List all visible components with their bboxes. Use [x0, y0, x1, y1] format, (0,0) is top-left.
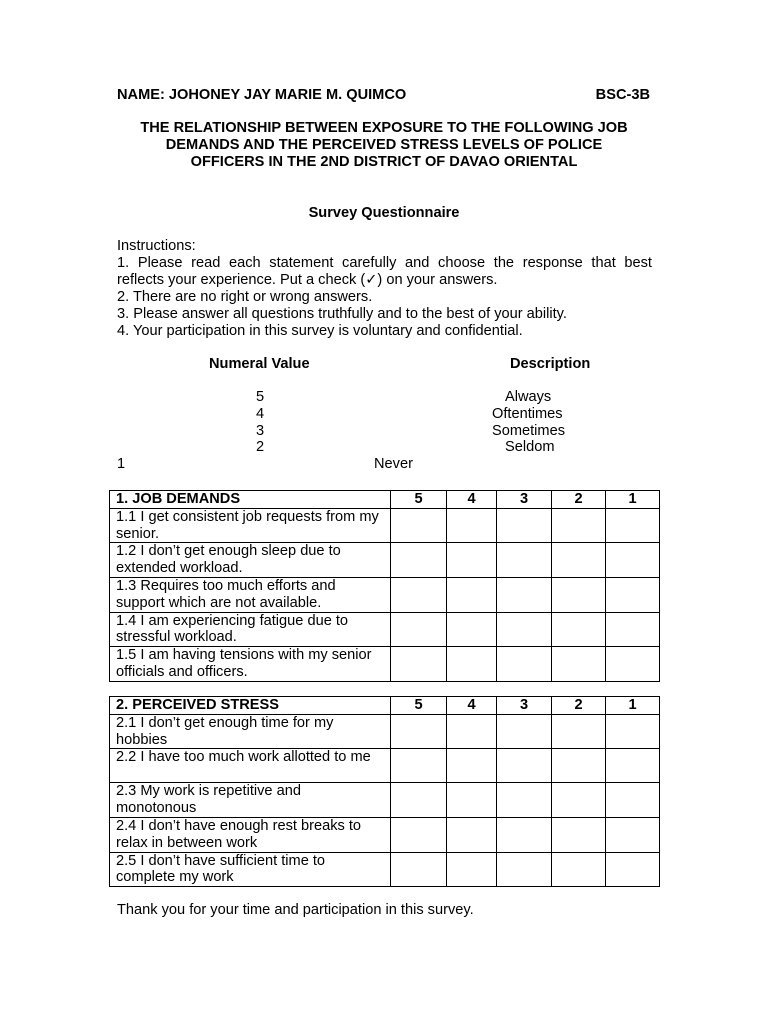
statement: 2.1 I don’t get enough time for my hobbies: [110, 714, 391, 749]
rating-cell-2[interactable]: [552, 577, 606, 612]
rating-header-1: 1: [606, 491, 660, 509]
scale-value: 2: [256, 439, 265, 455]
table-header-row: [110, 491, 660, 509]
scale-value: 5: [256, 389, 265, 405]
scale-value-header: Numeral Value: [209, 356, 310, 372]
rating-cell-2[interactable]: [552, 612, 606, 647]
respondent-name: NAME: JOHONEY JAY MARIE M. QUIMCO: [117, 87, 407, 103]
rating-cell-3[interactable]: [497, 577, 552, 612]
survey-subtitle: Survey Questionnaire: [308, 205, 460, 221]
statement: 1.3 Requires too much efforts and support which are not available.: [110, 577, 391, 612]
rating-header-1: 1: [606, 697, 660, 715]
rating-cell-2[interactable]: [552, 714, 606, 749]
statement: 1.1 I get consistent job requests from my senior.: [110, 508, 391, 543]
scale-description: Never: [374, 456, 413, 472]
instructions: [117, 238, 652, 340]
rating-cell-4[interactable]: [447, 647, 497, 682]
rating-cell-1[interactable]: [606, 612, 660, 647]
scale-value: 3: [256, 423, 265, 439]
instruction-1: 1. Please read each statement carefully and choose the response that best reflects your experience. Put a check (✓) on your answers.: [117, 255, 652, 288]
table-row: [110, 577, 660, 612]
rating-header-2: 2: [552, 697, 606, 715]
rating-header-4: 4: [447, 697, 497, 715]
rating-cell-1[interactable]: [606, 647, 660, 682]
rating-header-5: 5: [391, 697, 447, 715]
rating-cell-3[interactable]: [497, 783, 552, 818]
rating-cell-3[interactable]: [497, 817, 552, 852]
study-title: [100, 120, 668, 171]
rating-cell-5[interactable]: [391, 543, 447, 578]
thank-you-note: Thank you for your time and participation in this survey.: [117, 902, 474, 918]
rating-cell-1[interactable]: [606, 714, 660, 749]
rating-cell-5[interactable]: [391, 852, 447, 887]
rating-cell-5[interactable]: [391, 508, 447, 543]
scale-description: Oftentimes: [492, 406, 563, 422]
rating-cell-2[interactable]: [552, 543, 606, 578]
job-demands-heading: 1. JOB DEMANDS: [110, 491, 391, 509]
statement: 2.2 I have too much work allotted to me: [110, 749, 391, 783]
rating-cell-4[interactable]: [447, 852, 497, 887]
rating-cell-1[interactable]: [606, 577, 660, 612]
rating-cell-2[interactable]: [552, 817, 606, 852]
statement: 1.4 I am experiencing fatigue due to stressful workload.: [110, 612, 391, 647]
scale-description: Sometimes: [492, 423, 565, 439]
table-row: [110, 543, 660, 578]
rating-cell-5[interactable]: [391, 749, 447, 783]
rating-cell-5[interactable]: [391, 714, 447, 749]
rating-cell-4[interactable]: [447, 543, 497, 578]
job-demands-table: [109, 490, 660, 682]
table-row: [110, 612, 660, 647]
rating-cell-5[interactable]: [391, 817, 447, 852]
rating-cell-1[interactable]: [606, 749, 660, 783]
rating-cell-1[interactable]: [606, 543, 660, 578]
rating-cell-3[interactable]: [497, 543, 552, 578]
scale-description: Always: [505, 389, 552, 405]
rating-cell-3[interactable]: [497, 749, 552, 783]
rating-cell-5[interactable]: [391, 612, 447, 647]
rating-cell-5[interactable]: [391, 577, 447, 612]
statement: 1.5 I am having tensions with my senior officials and officers.: [110, 647, 391, 682]
rating-header-2: 2: [552, 491, 606, 509]
table-row: [110, 647, 660, 682]
rating-header-4: 4: [447, 491, 497, 509]
rating-cell-1[interactable]: [606, 508, 660, 543]
table-row: [110, 749, 660, 783]
title-line-3: OFFICERS IN THE 2ND DISTRICT OF DAVAO ORIENTAL: [190, 154, 578, 170]
rating-cell-2[interactable]: [552, 852, 606, 887]
rating-header-5: 5: [391, 491, 447, 509]
perceived-stress-heading: 2. PERCEIVED STRESS: [110, 697, 391, 715]
rating-cell-1[interactable]: [606, 783, 660, 818]
scale-value: 1: [117, 456, 126, 472]
table-row: [110, 714, 660, 749]
rating-cell-1[interactable]: [606, 852, 660, 887]
rating-cell-4[interactable]: [447, 714, 497, 749]
table-header-row: [110, 697, 660, 715]
table-row: [110, 817, 660, 852]
rating-cell-5[interactable]: [391, 647, 447, 682]
header-line: [117, 87, 650, 103]
rating-cell-4[interactable]: [447, 817, 497, 852]
rating-cell-2[interactable]: [552, 783, 606, 818]
statement: 1.2 I don’t get enough sleep due to extended workload.: [110, 543, 391, 578]
table-row: [110, 508, 660, 543]
rating-header-3: 3: [497, 697, 552, 715]
statement: 2.3 My work is repetitive and monotonous: [110, 783, 391, 818]
rating-cell-3[interactable]: [497, 852, 552, 887]
statement: 2.4 I don’t have enough rest breaks to relax in between work: [110, 817, 391, 852]
scale-description-header: Description: [510, 356, 591, 372]
rating-cell-4[interactable]: [447, 577, 497, 612]
rating-cell-3[interactable]: [497, 508, 552, 543]
instruction-3: 3. Please answer all questions truthfully and to the best of your ability.: [117, 306, 567, 322]
rating-cell-5[interactable]: [391, 783, 447, 818]
instruction-2: 2. There are no right or wrong answers.: [117, 289, 373, 305]
rating-cell-1[interactable]: [606, 817, 660, 852]
title-line-2: DEMANDS AND THE PERCEIVED STRESS LEVELS OF POLICE: [165, 137, 603, 153]
table-row: [110, 783, 660, 818]
instructions-heading: Instructions:: [117, 238, 196, 254]
perceived-stress-table: [109, 696, 660, 887]
rating-cell-4[interactable]: [447, 749, 497, 783]
instruction-4: 4. Your participation in this survey is voluntary and confidential.: [117, 323, 523, 339]
title-line-1: THE RELATIONSHIP BETWEEN EXPOSURE TO THE FOLLOWING JOB: [140, 120, 628, 136]
statement: 2.5 I don’t have sufficient time to complete my work: [110, 852, 391, 887]
rating-cell-2[interactable]: [552, 508, 606, 543]
rating-cell-3[interactable]: [497, 647, 552, 682]
table-row: [110, 852, 660, 887]
rating-header-3: 3: [497, 491, 552, 509]
rating-cell-3[interactable]: [497, 612, 552, 647]
scale-description: Seldom: [505, 439, 555, 455]
section-code: BSC-3B: [595, 87, 650, 103]
scale-value: 4: [256, 406, 265, 422]
rating-cell-4[interactable]: [447, 612, 497, 647]
rating-cell-2[interactable]: [552, 749, 606, 783]
rating-cell-2[interactable]: [552, 647, 606, 682]
rating-cell-4[interactable]: [447, 508, 497, 543]
rating-cell-3[interactable]: [497, 714, 552, 749]
rating-cell-4[interactable]: [447, 783, 497, 818]
